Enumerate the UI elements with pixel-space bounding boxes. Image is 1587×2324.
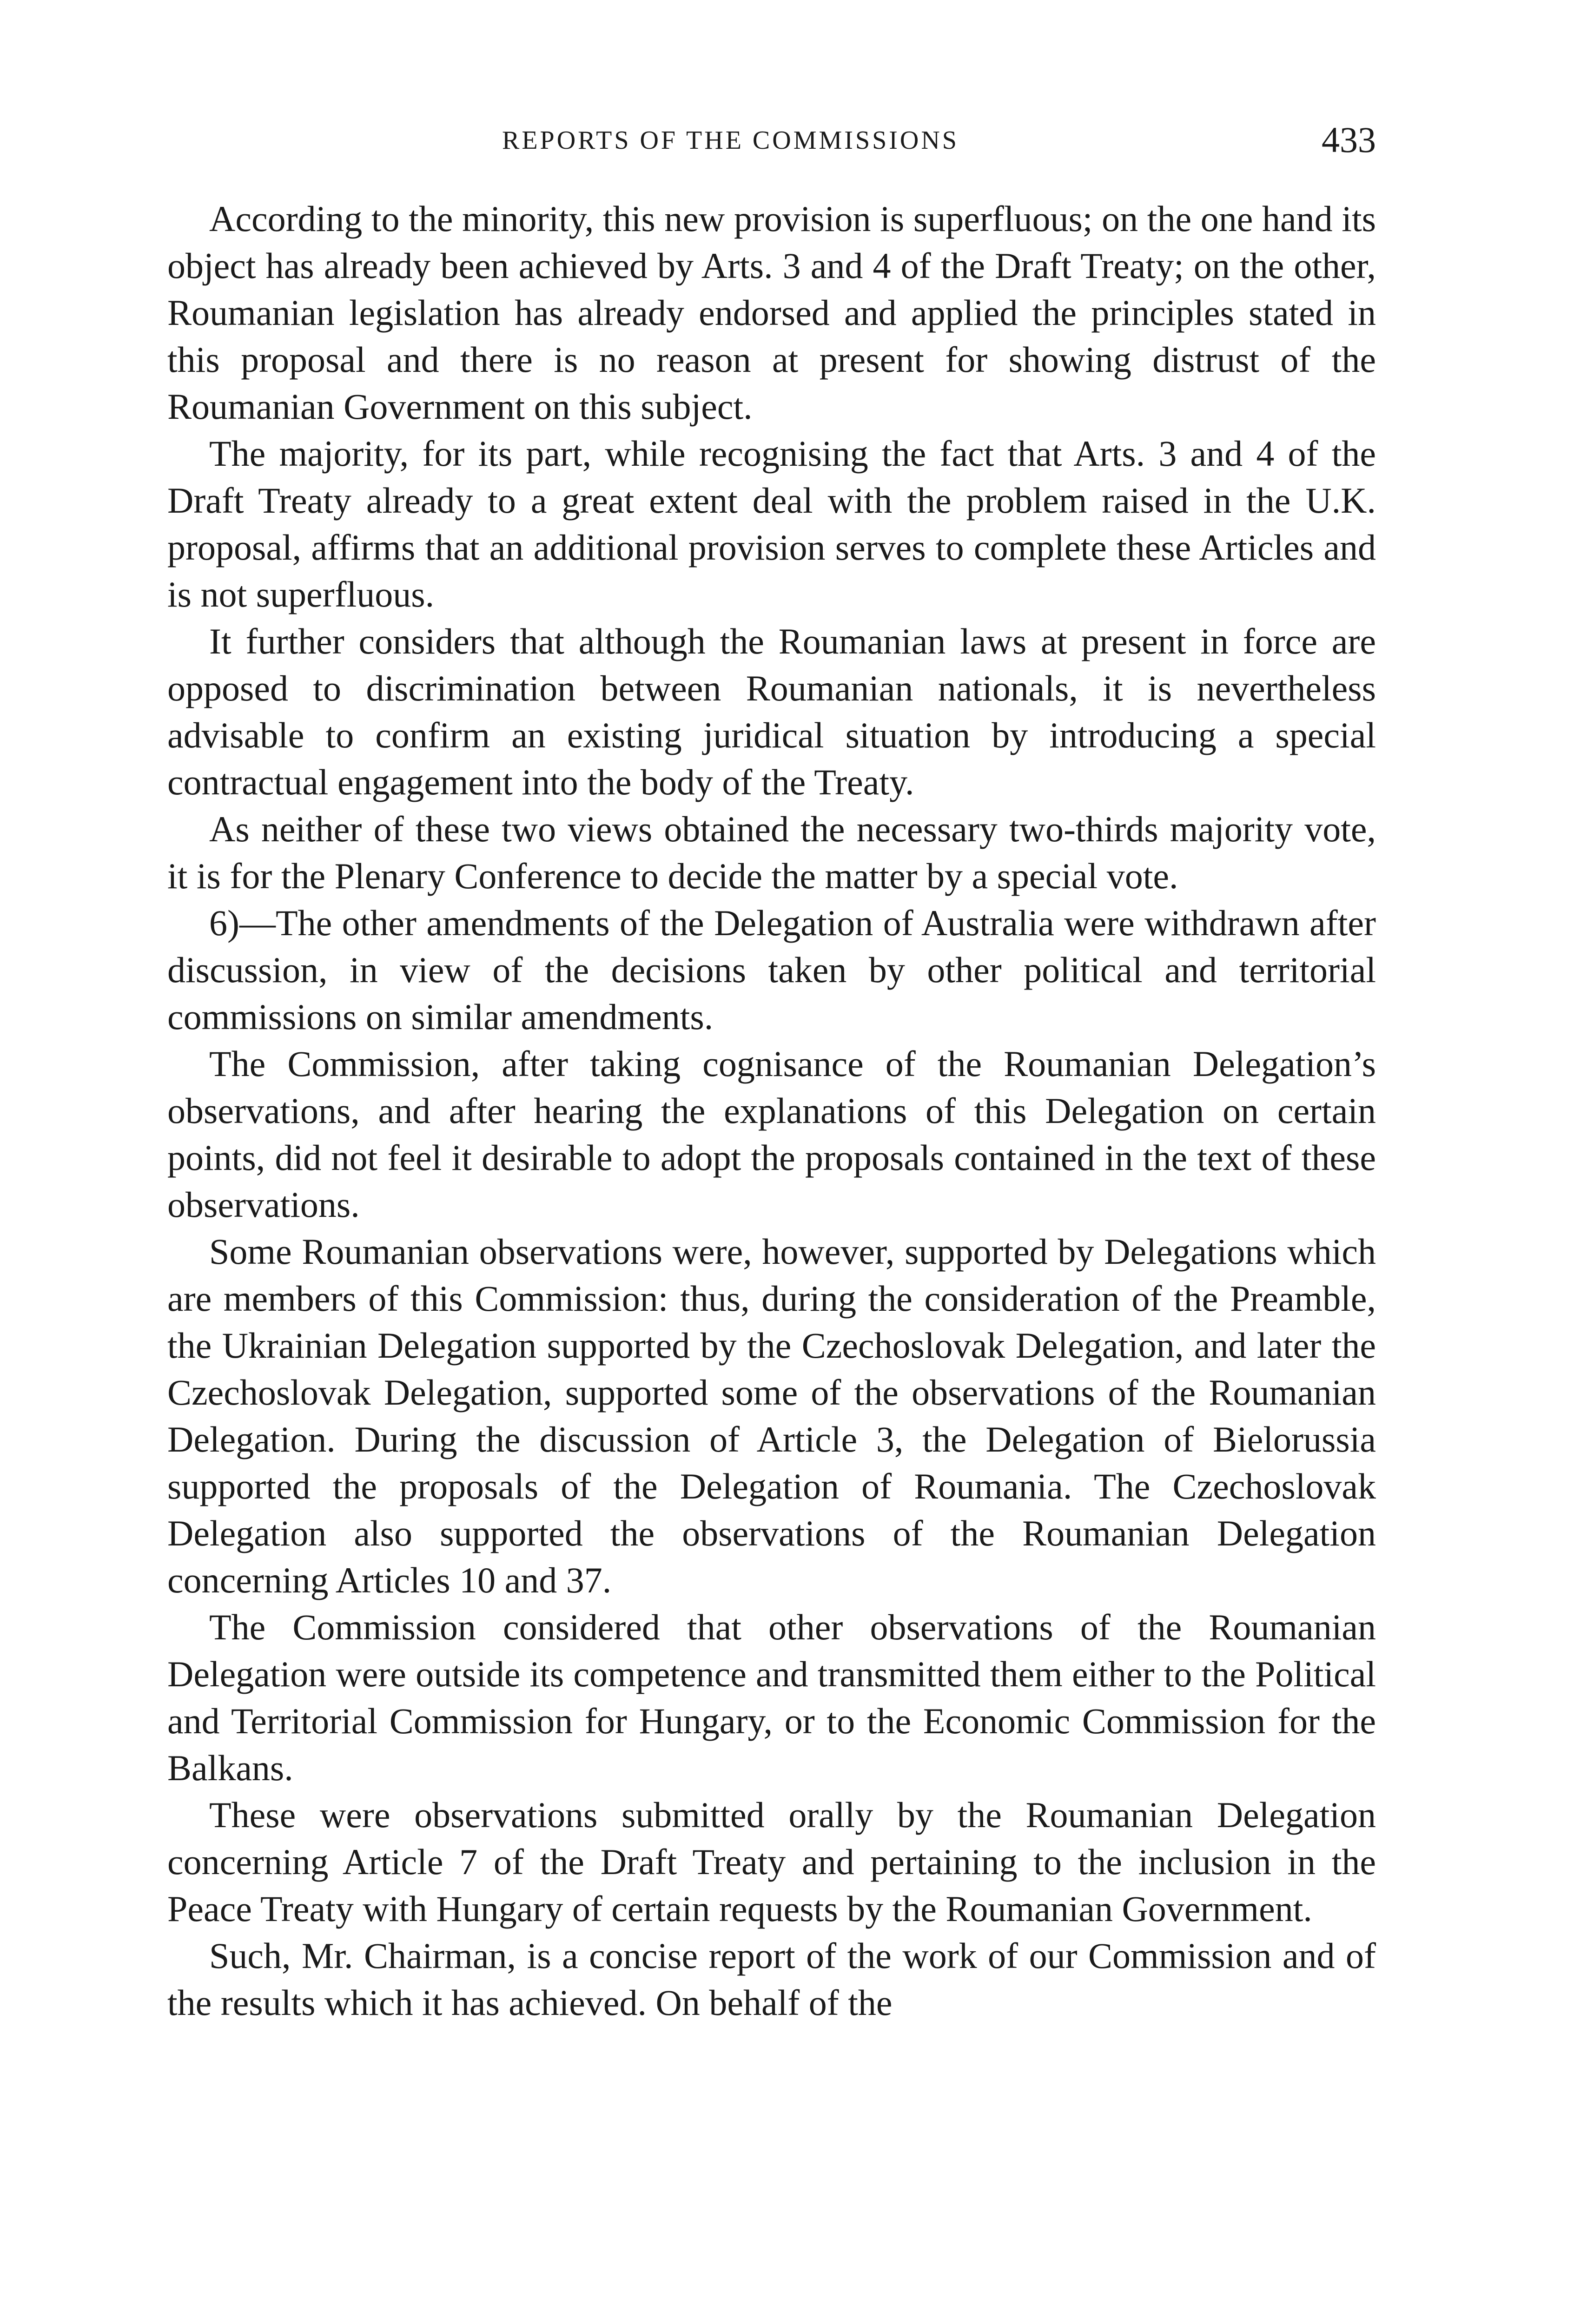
paragraph-further-considers: It further considers that although the Roumanian laws at present in force are opposed to discrimination between Roumanian nationals, it is nevertheless advisable to confirm an existing juridical situation by introducing a special contractual engagement into the body of the Treaty. [167, 621, 1376, 802]
paragraph-oral-observations: These were observations submitted orally by the Roumanian Delegation concerning Article 7 of the Draft Treaty and pertaining to the inclusion in the Peace Treaty with Hungary of certain requests by the Roumanian Government. [167, 1795, 1376, 1929]
paragraph-plenary-vote: As neither of these two views obtained the necessary two-thirds majority vote, it is for the Plenary Conference to decide the matter by a special vote. [167, 809, 1376, 896]
running-head [167, 116, 1376, 167]
page-number: 433 [1322, 119, 1376, 160]
document-page [167, 116, 1376, 2026]
paragraph-minority-view: According to the minority, this new provision is superfluous; on the one hand its object has already been achieved by Arts. 3 and 4 of the Draft Treaty; on the other, Roumanian legislation has already endorsed and applied the principles stated in this proposal and there is no reason at present for showing distrust of the Roumanian Government on this subject. [167, 198, 1376, 427]
paragraph-outside-competence: The Commission considered that other observations of the Roumanian Delegation were outside its competence and transmitted them either to the Political and Territorial Commission for Hungary, or to the Economic Commission for the Balkans. [167, 1607, 1376, 1788]
paragraph-roumanian-observations: The Commission, after taking cognisance of the Roumanian Delegation’s observations, and after hearing the explanations of this Delegation on certain points, did not feel it desirable to adopt the proposals contained in the text of these observations. [167, 1043, 1376, 1225]
paragraph-australia-amendments: 6)—The other amendments of the Delegation of Australia were withdrawn after discussion, in view of the decisions taken by other political and territorial commissions on similar amendments. [167, 903, 1376, 1037]
body-text [167, 195, 1376, 2026]
paragraph-majority-view: The majority, for its part, while recognising the fact that Arts. 3 and 4 of the Draft Treaty already to a great extent deal with the problem raised in the U.K. proposal, affirms that an additional provision serves to complete these Articles and is not superfluous. [167, 433, 1376, 614]
paragraph-supported-observations: Some Roumanian observations were, however, supported by Delegations which are members of this Commission: thus, during the consideration of the Preamble, the Ukrainian Delegation supported by the Czechoslovak Delegation, and later the Czechoslovak Delegation, supported some of the observations of the Roumanian Delegation. During the discussion of Article 3, the Delegation of Bielorussia supported the proposals of the Delegation of Roumania. The Czechoslovak Delegation also supported the observations of the Roumanian Delegation concerning Articles 10 and 37. [167, 1231, 1376, 1600]
paragraph-concise-report: Such, Mr. Chairman, is a concise report of the work of our Commission and of the results which it has achieved. On behalf of the [167, 1935, 1376, 2023]
running-title: REPORTS OF THE COMMISSIONS [502, 126, 959, 155]
